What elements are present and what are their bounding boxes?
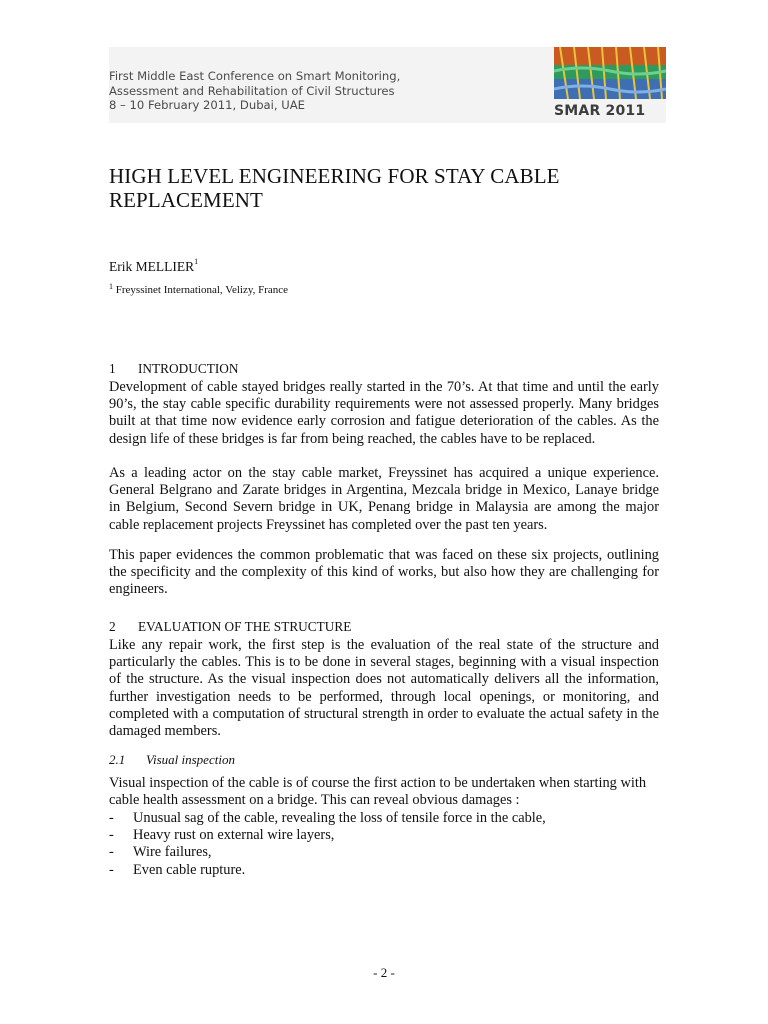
conference-header — [109, 47, 666, 123]
list-item — [109, 827, 546, 844]
subsection-number: 2.1 — [109, 752, 126, 767]
conference-line: First Middle East Conference on Smart Monitoring, — [109, 69, 401, 83]
list-marker: - — [109, 844, 114, 861]
affiliation — [109, 284, 288, 296]
paragraph: Like any repair work, the first step is the evaluation of the real state of the structure and particularly the cables. This is to be done in several stages, beginning with a visual inspection of the structure. As the visual inspection does not automatically delivers all the information, further investigation needs to be performed, through local openings, or monitoring, and completed with a computation of structural strength in order to evaluate the actual safety in the damaged members. — [109, 637, 659, 740]
paragraph: Development of cable stayed bridges really started in the 70’s. At that time and until the early 90’s, the stay cable specific durability requirements were not assessed properly. Many bridges built at that time now evidence early corrosion and fatigue deterioration of the cables. As the design life of these bridges is far from being reached, the cables have to be replaced. — [109, 379, 659, 447]
paragraph: As a leading actor on the stay cable market, Freyssinet has acquired a unique experience. General Belgrano and Zarate bridges in Argentina, Mezcala bridge in Mexico, Lanaye bridge in Belgium, Second Severn bridge in UK, Penang bridge in Malaysia are among the major cable replacement projects Freyssinet has completed over the past ten years. — [109, 465, 659, 533]
section-number: 2 — [109, 619, 116, 634]
list-item-text: Heavy rust on external wire layers, — [133, 827, 335, 844]
list-item — [109, 862, 546, 879]
section-number: 1 — [109, 361, 116, 376]
section-title: EVALUATION OF THE STRUCTURE — [138, 619, 352, 634]
list-item — [109, 810, 546, 827]
list-marker: - — [109, 827, 114, 844]
smar-logo-image — [554, 47, 666, 99]
list-item-text: Unusual sag of the cable, revealing the loss of tensile force in the cable, — [133, 810, 546, 826]
page-number: - 2 - — [373, 965, 395, 980]
author-affiliation-mark: 1 — [194, 257, 199, 266]
list-marker: - — [109, 861, 114, 878]
list-marker: - — [109, 810, 114, 826]
section-heading-evaluation — [109, 619, 351, 635]
conference-line: Assessment and Rehabilitation of Civil Structures — [109, 83, 395, 98]
affiliation-text: Freyssinet International, Velizy, France — [115, 284, 289, 296]
smar-logo — [554, 47, 666, 123]
list-item-text: Wire failures, — [133, 844, 212, 861]
paper-title: HIGH LEVEL ENGINEERING FOR STAY CABLE REPLACEMENT — [109, 164, 560, 212]
smar-logo-text: SMAR 2011 — [554, 103, 646, 119]
section-heading-introduction — [109, 361, 238, 377]
subsection-title: Visual inspection — [146, 752, 235, 767]
conference-info — [109, 69, 529, 113]
paragraph: This paper evidences the common problematic that was faced on these six projects, outlining the specificity and the complexity of this kind of works, but also how they are challenging for engineers. — [109, 547, 659, 598]
paragraph: Visual inspection of the cable is of course the first action to be undertaken when starting with cable health assessment on a bridge. This can reveal obvious damages : — [109, 775, 647, 809]
subsection-heading-visual-inspection — [109, 752, 235, 768]
section-title: INTRODUCTION — [138, 361, 239, 376]
list-item — [109, 844, 546, 861]
list-item-text: Even cable rupture. — [133, 861, 246, 878]
author — [109, 259, 198, 275]
conference-line: 8 – 10 February 2011, Dubai, UAE — [109, 98, 305, 112]
author-name: Erik MELLIER — [109, 259, 195, 274]
affiliation-mark: 1 — [109, 282, 113, 291]
damage-list — [109, 810, 546, 879]
